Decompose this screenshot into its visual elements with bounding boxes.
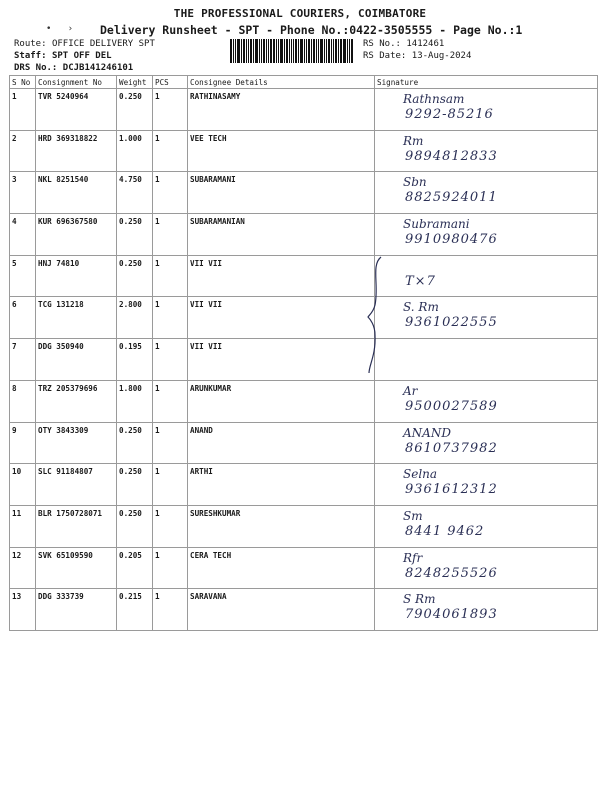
barcode-bar (248, 39, 249, 63)
barcode-bar (311, 39, 312, 63)
barcode-bar (289, 39, 290, 63)
consignee-cell: ANAND (188, 422, 375, 464)
barcode-bar (278, 39, 279, 63)
barcode-bar (284, 39, 285, 63)
signature-text: Rm (403, 133, 424, 148)
consignee-cell: ARUNKUMAR (188, 380, 375, 422)
signature-cell (375, 172, 598, 214)
signature-text: ANAND (403, 425, 451, 440)
barcode-bar (328, 39, 330, 63)
sno-cell: 4 (10, 214, 36, 256)
barcode-bar (261, 39, 262, 63)
staff-value: SPT OFF DEL (51, 51, 112, 61)
consignee-cell: RATHINASAMY (188, 89, 375, 131)
weight-cell: 0.250 (117, 255, 153, 297)
barcode-bar (293, 39, 294, 63)
consignee-cell: ARTHI (188, 464, 375, 506)
barcode-bar (320, 39, 323, 63)
consignee-cell: VII VII (188, 339, 375, 381)
signature-text: Selna (403, 467, 438, 482)
consignee-cell: SURESHKUMAR (188, 505, 375, 547)
barcode-bar (250, 39, 252, 63)
barcode-bar (298, 39, 299, 63)
signature-cell (375, 422, 598, 464)
weight-cell: 1.000 (117, 130, 153, 172)
weight-cell: 2.800 (117, 297, 153, 339)
signature-phone: 8610737982 (405, 440, 498, 456)
signature-cell (375, 339, 598, 381)
barcode-bar (273, 39, 275, 63)
signature-text: Sm (403, 508, 423, 523)
weight-cell: 4.750 (117, 172, 153, 214)
rs-no-value: 1412461 (406, 39, 445, 49)
barcode-bar (255, 39, 258, 63)
signature-phone: 9361612312 (405, 482, 498, 498)
consignment-cell: HNJ 74810 (36, 255, 117, 297)
rs-date-line (363, 51, 471, 61)
barcode-bar (300, 39, 303, 63)
sno-cell: 6 (10, 297, 36, 339)
weight-cell: 0.250 (117, 89, 153, 131)
signature-phone: 8441 9462 (405, 523, 485, 539)
col-weight-header: Weight (117, 76, 153, 89)
sno-cell: 11 (10, 505, 36, 547)
consignment-cell: HRD 369318822 (36, 130, 117, 172)
pcs-cell: 1 (153, 214, 188, 256)
signature-phone: 9292-85216 (405, 107, 494, 122)
signature-cell (375, 89, 598, 131)
pcs-cell: 1 (153, 172, 188, 214)
staff-label: Staff: (14, 51, 47, 61)
sno-cell: 3 (10, 172, 36, 214)
signature-phone: 9910980476 (405, 232, 498, 248)
barcode-bar (333, 39, 334, 63)
weight-cell: 0.250 (117, 464, 153, 506)
barcode-bar (280, 39, 283, 63)
consignee-cell: SARAVANA (188, 589, 375, 631)
company-title: THE PROFESSIONAL COURIERS, COIMBATORE (173, 7, 427, 20)
signature-cell (375, 547, 598, 589)
signature-text: Subramani (403, 217, 470, 232)
barcode-bar (343, 39, 346, 63)
signature-text: Sbn (403, 175, 427, 190)
barcode-bar (253, 39, 254, 63)
barcode-bar (286, 39, 288, 63)
barcode-bar (263, 39, 265, 63)
signature-text: Rfr (403, 550, 423, 565)
consignee-cell: SUBARAMANI (188, 172, 375, 214)
barcode-bar (243, 39, 245, 63)
barcode-bar (235, 39, 236, 63)
barcode-bar (268, 39, 269, 63)
col-consignment-header: Consignment No (36, 76, 117, 89)
drs-line (14, 63, 133, 73)
barcode-bar (270, 39, 272, 63)
col-pcs-header: PCS (153, 76, 188, 89)
weight-cell: 0.250 (117, 505, 153, 547)
barcode-bar (230, 39, 232, 63)
consignee-cell: VEE TECH (188, 130, 375, 172)
barcode-bar (347, 39, 348, 63)
barcode-bar (326, 39, 327, 63)
pcs-cell: 1 (153, 464, 188, 506)
consignment-cell: DDG 350940 (36, 339, 117, 381)
pcs-cell: 1 (153, 255, 188, 297)
route-value: OFFICE DELIVERY SPT (51, 39, 155, 49)
handwritten-brace (367, 255, 389, 375)
consignee-cell: CERA TECH (188, 547, 375, 589)
sno-cell: 1 (10, 89, 36, 131)
staff-line (14, 51, 112, 61)
signature-cell (375, 464, 598, 506)
table-row (10, 297, 598, 339)
consignment-cell: NKL 8251540 (36, 172, 117, 214)
table-row (10, 547, 598, 589)
sno-cell: 5 (10, 255, 36, 297)
barcode-bar (241, 39, 242, 63)
barcode-bar (316, 39, 317, 63)
rs-date-value: 13-Aug-2024 (411, 51, 472, 61)
drs-label: DRS No.: (14, 63, 58, 73)
weight-cell: 0.215 (117, 589, 153, 631)
consignment-cell: BLR 1750728071 (36, 505, 117, 547)
pcs-cell: 1 (153, 130, 188, 172)
barcode-bar (266, 39, 267, 63)
barcode-bar (259, 39, 260, 63)
pcs-cell: 1 (153, 547, 188, 589)
signature-cell (375, 297, 598, 339)
col-signature-header: Signature (375, 76, 598, 89)
sno-cell: 13 (10, 589, 36, 631)
drs-value: DCJB141246101 (62, 63, 134, 73)
signature-cell (375, 214, 598, 256)
table-row (10, 172, 598, 214)
signature-cell (375, 505, 598, 547)
signature-cell (375, 380, 598, 422)
consignee-cell: SUBARAMANIAN (188, 214, 375, 256)
signature-phone: 9361022555 (405, 315, 498, 331)
consignment-cell: TCG 131218 (36, 297, 117, 339)
barcode (230, 39, 354, 63)
barcode-bar (295, 39, 297, 63)
consignment-cell: OTY 3843309 (36, 422, 117, 464)
barcode-bar (233, 39, 234, 63)
barcode-bar (308, 39, 310, 63)
route-label: Route: (14, 39, 47, 49)
signature-cell (375, 589, 598, 631)
consignment-cell: TVR 5240964 (36, 89, 117, 131)
sno-cell: 7 (10, 339, 36, 381)
barcode-bar (338, 39, 339, 63)
weight-cell: 0.250 (117, 214, 153, 256)
barcode-bar (237, 39, 240, 63)
table-row (10, 214, 598, 256)
table-header-row (10, 76, 598, 89)
sno-cell: 9 (10, 422, 36, 464)
sno-cell: 10 (10, 464, 36, 506)
table-row (10, 464, 598, 506)
signature-text: Ar (403, 383, 418, 398)
signature-cell (375, 255, 598, 297)
weight-cell: 0.205 (117, 547, 153, 589)
scan-mark: • › (46, 24, 74, 34)
pcs-cell: 1 (153, 380, 188, 422)
consignee-cell: VII VII (188, 255, 375, 297)
table-row (10, 89, 598, 131)
pcs-cell: 1 (153, 89, 188, 131)
signature-text: S Rm (403, 592, 436, 607)
signature-cell (375, 130, 598, 172)
rs-no-line (363, 39, 444, 49)
barcode-bar (306, 39, 307, 63)
rs-date-label: RS Date: (363, 51, 407, 61)
signature-phone: 8248255526 (405, 565, 498, 581)
barcode-bar (246, 39, 247, 63)
runsheet-table (9, 75, 598, 631)
rs-no-label: RS No.: (363, 39, 401, 49)
table-row (10, 339, 598, 381)
barcode-bar (324, 39, 325, 63)
runsheet-subtitle: Delivery Runsheet - SPT - Phone No.:0422-3505555 - Page No.:1 (100, 23, 523, 37)
barcode-bar (351, 39, 353, 63)
col-consignee-header: Consignee Details (188, 76, 375, 89)
consignee-cell: VII VII (188, 297, 375, 339)
route-line (14, 39, 155, 49)
table-row (10, 255, 598, 297)
pcs-cell: 1 (153, 589, 188, 631)
signature-text: Rathnsam (403, 92, 465, 106)
pcs-cell: 1 (153, 505, 188, 547)
table-row (10, 505, 598, 547)
consignment-cell: SLC 91184807 (36, 464, 117, 506)
signature-phone: 7904061893 (405, 607, 498, 623)
barcode-bar (276, 39, 277, 63)
table-row (10, 380, 598, 422)
table-row (10, 589, 598, 631)
barcode-bar (318, 39, 319, 63)
signature-phone: 9894812833 (405, 148, 498, 164)
consignment-cell: KUR 696367580 (36, 214, 117, 256)
weight-cell: 0.195 (117, 339, 153, 381)
signature-phone: T×7 (405, 273, 436, 289)
sno-cell: 2 (10, 130, 36, 172)
signature-phone: 8825924011 (405, 190, 498, 206)
pcs-cell: 1 (153, 297, 188, 339)
col-sno-header: S No (10, 76, 36, 89)
weight-cell: 0.250 (117, 422, 153, 464)
sno-cell: 8 (10, 380, 36, 422)
barcode-bar (304, 39, 305, 63)
barcode-bar (331, 39, 332, 63)
sno-cell: 12 (10, 547, 36, 589)
consignment-cell: TRZ 205379696 (36, 380, 117, 422)
consignment-cell: DDG 333739 (36, 589, 117, 631)
pcs-cell: 1 (153, 339, 188, 381)
barcode-bar (349, 39, 350, 63)
signature-phone: 9500027589 (405, 398, 498, 414)
signature-text: S. Rm (403, 300, 439, 315)
pcs-cell: 1 (153, 422, 188, 464)
barcode-bar (335, 39, 337, 63)
table-row (10, 422, 598, 464)
barcode-bar (340, 39, 342, 63)
barcode-bar (313, 39, 315, 63)
consignment-cell: SVK 65109590 (36, 547, 117, 589)
weight-cell: 1.800 (117, 380, 153, 422)
barcode-bar (291, 39, 292, 63)
table-row (10, 130, 598, 172)
